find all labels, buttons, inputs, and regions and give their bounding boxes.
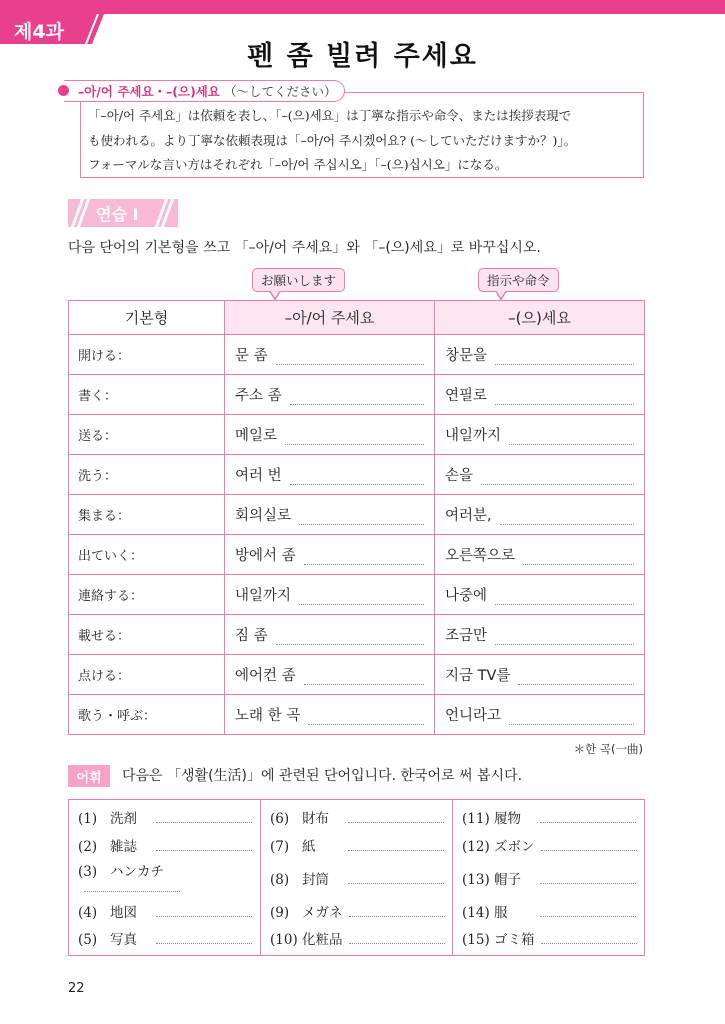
answer-line[interactable]	[308, 715, 424, 725]
vocab-item[interactable]	[453, 830, 645, 860]
answer-line[interactable]	[290, 475, 424, 485]
prompt-text: 손을	[445, 468, 474, 484]
base-form-cell[interactable]	[69, 695, 225, 735]
request-answer-cell[interactable]	[225, 695, 435, 735]
vocab-number: (14)	[462, 904, 490, 921]
prompt-text: 나중에	[445, 588, 488, 604]
answer-line[interactable]	[518, 675, 634, 685]
table-row	[69, 695, 645, 735]
answer-line[interactable]	[349, 916, 445, 917]
footnote: ＊한 곡(一曲)	[573, 742, 643, 756]
answer-line[interactable]	[84, 891, 180, 892]
prompt-text: 내일까지	[235, 588, 292, 604]
table-row	[69, 575, 645, 615]
vocab-word: メガネ	[302, 904, 343, 921]
grammar-heading-jp: （～してください）	[223, 84, 337, 99]
vocab-number: (15)	[462, 932, 490, 949]
header-base: 기본형	[69, 301, 225, 335]
cue-word: 載せる：	[78, 629, 131, 644]
answer-line[interactable]	[349, 943, 445, 944]
vocab-word: 帽子	[494, 871, 521, 888]
prompt-text: 에어컨 좀	[235, 668, 296, 684]
vocab-number: (11)	[462, 810, 490, 827]
vocab-item[interactable]	[261, 860, 453, 896]
vocab-number: (2)	[78, 838, 98, 855]
base-form-cell[interactable]	[69, 495, 225, 535]
bubble-command	[478, 268, 559, 292]
bubble-request-text: お願いします	[261, 273, 337, 288]
vocab-number: (12)	[462, 838, 490, 855]
table-row	[69, 495, 645, 535]
answer-line[interactable]	[304, 555, 424, 565]
prompt-text: 언니라고	[445, 708, 502, 724]
page-number: 22	[68, 981, 85, 996]
answer-line[interactable]	[299, 595, 424, 605]
vocab-word: 履物	[494, 810, 521, 827]
answer-line[interactable]	[156, 822, 252, 823]
request-answer-cell[interactable]	[225, 375, 435, 415]
vocab-row	[69, 830, 645, 860]
answer-line[interactable]	[348, 883, 444, 884]
answer-line[interactable]	[495, 635, 634, 645]
practice-instruction: 다음 단어의 기본형을 쓰고 「–아/어 주세요」와 「–(으)세요」로 바꾸십시오.	[68, 240, 541, 256]
answer-line[interactable]	[156, 916, 252, 917]
answer-line[interactable]	[495, 395, 634, 405]
prompt-text: 방에서 좀	[235, 548, 296, 564]
prompt-text: 회의실로	[235, 508, 292, 524]
grammar-heading	[64, 80, 345, 102]
base-form-cell[interactable]	[69, 335, 225, 375]
header-command: –(으)세요	[435, 301, 645, 335]
command-answer-cell[interactable]	[435, 695, 645, 735]
vocab-item[interactable]	[453, 800, 645, 830]
vocab-number: (8)	[270, 871, 290, 888]
lesson-label: 제4과	[14, 21, 64, 43]
vocab-word: 封筒	[302, 871, 329, 888]
table-row	[69, 375, 645, 415]
grammar-line: 「–아/어 주세요」は依頼を表し、「–(으)세요」は丁寧な指示や命令、または挨拶表現で	[88, 108, 572, 123]
vocab-row	[69, 800, 645, 830]
vocab-word: ズボン	[494, 838, 535, 855]
vocab-item[interactable]	[69, 896, 261, 926]
prompt-text: 여러분,	[445, 508, 492, 524]
prompt-text: 짐 좀	[235, 628, 268, 644]
vocab-item[interactable]	[261, 926, 453, 956]
table-header-row	[69, 301, 645, 335]
table-row	[69, 655, 645, 695]
request-answer-cell[interactable]	[225, 535, 435, 575]
prompt-text: 내일까지	[445, 428, 502, 444]
command-answer-cell[interactable]	[435, 655, 645, 695]
base-form-cell[interactable]	[69, 655, 225, 695]
prompt-text: 연필로	[445, 388, 488, 404]
vocab-number: (1)	[78, 810, 98, 827]
vocab-item[interactable]	[453, 896, 645, 926]
vocab-row	[69, 860, 645, 896]
command-answer-cell[interactable]	[435, 415, 645, 455]
answer-line[interactable]	[541, 850, 637, 851]
cue-word: 洗う：	[78, 469, 118, 484]
header-bar	[0, 0, 725, 14]
grammar-explanation	[88, 104, 638, 178]
prompt-text: 조금만	[445, 628, 488, 644]
vocab-word: ゴミ箱	[494, 932, 535, 949]
prompt-text: 여러 번	[235, 468, 282, 484]
vocab-word: 服	[494, 904, 508, 921]
answer-line[interactable]	[541, 943, 637, 944]
table-row	[69, 335, 645, 375]
answer-line[interactable]	[276, 355, 424, 365]
request-answer-cell[interactable]	[225, 615, 435, 655]
bubble-tail-inner	[496, 290, 506, 298]
grammar-line: フォーマルな言い方はそれぞれ「–아/어 주십시오」「–(으)십시오」になる。	[88, 157, 508, 172]
header-request: –아/어 주세요	[225, 301, 435, 335]
command-answer-cell[interactable]	[435, 375, 645, 415]
answer-line[interactable]	[500, 515, 634, 525]
request-answer-cell[interactable]	[225, 655, 435, 695]
vocab-item[interactable]	[261, 800, 453, 830]
base-form-cell[interactable]	[69, 575, 225, 615]
vocab-word: 財布	[302, 810, 329, 827]
vocab-item[interactable]	[69, 830, 261, 860]
prompt-text: 메일로	[235, 428, 278, 444]
cue-word: 連絡する：	[78, 589, 144, 604]
command-answer-cell[interactable]	[435, 615, 645, 655]
vocab-number: (5)	[78, 932, 98, 949]
prompt-text: 노래 한 곡	[235, 708, 301, 724]
vocab-item[interactable]	[453, 926, 645, 956]
bullet-icon	[58, 85, 69, 96]
answer-line[interactable]	[481, 475, 634, 485]
cue-word: 送る：	[78, 429, 118, 444]
vocab-word: ハンカチ	[110, 863, 164, 880]
prompt-text: 창문을	[445, 348, 488, 364]
prompt-text: 주소 좀	[235, 388, 282, 404]
table-row	[69, 615, 645, 655]
vocab-item[interactable]	[453, 860, 645, 896]
base-form-cell[interactable]	[69, 415, 225, 455]
vocab-word: 紙	[302, 838, 316, 855]
answer-line[interactable]	[509, 435, 634, 445]
vocab-word: 化粧品	[302, 932, 343, 949]
vocab-number: (3)	[78, 863, 98, 880]
answer-line[interactable]	[495, 595, 634, 605]
answer-line[interactable]	[156, 943, 252, 944]
base-form-cell[interactable]	[69, 375, 225, 415]
answer-line[interactable]	[540, 822, 636, 823]
practice-tag	[68, 199, 178, 227]
vocab-row	[69, 926, 645, 956]
cue-word: 歌う・呼ぶ：	[78, 709, 157, 724]
answer-line[interactable]	[509, 715, 634, 725]
vocab-row	[69, 896, 645, 926]
command-answer-cell[interactable]	[435, 335, 645, 375]
request-answer-cell[interactable]	[225, 495, 435, 535]
vocab-word: 地図	[110, 904, 137, 921]
answer-line[interactable]	[540, 916, 636, 917]
bubble-tail-inner	[270, 290, 280, 298]
cue-word: 出ていく：	[78, 549, 144, 564]
answer-line[interactable]	[285, 435, 424, 445]
vocab-number: (6)	[270, 810, 290, 827]
answer-line[interactable]	[540, 883, 636, 884]
grammar-line: も使われる。より丁寧な依頼表現は「–아/어 주시겠어요? (～していただけますか？)」。	[88, 132, 577, 148]
command-answer-cell[interactable]	[435, 495, 645, 535]
vocab-word: 写真	[110, 932, 137, 949]
answer-line[interactable]	[299, 515, 424, 525]
vocab-tag: 어휘	[68, 765, 110, 787]
answer-line[interactable]	[304, 675, 424, 685]
vocab-number: (9)	[270, 904, 290, 921]
vocab-item[interactable]	[261, 896, 453, 926]
cue-word: 開ける：	[78, 349, 131, 364]
command-answer-cell[interactable]	[435, 535, 645, 575]
answer-line[interactable]	[495, 355, 634, 365]
cue-word: 点ける：	[78, 669, 131, 684]
vocab-word: 洗剤	[110, 810, 137, 827]
page-title: 펜 좀 빌려 주세요	[247, 41, 478, 72]
practice-table	[68, 300, 645, 735]
answer-line[interactable]	[348, 822, 444, 823]
vocab-instruction: 다음은 「생활(生活)」에 관련된 단어입니다. 한국어로 써 봅시다.	[122, 768, 523, 784]
answer-line[interactable]	[156, 850, 252, 851]
vocab-word: 雑誌	[110, 838, 137, 855]
answer-line[interactable]	[276, 635, 424, 645]
vocab-item[interactable]	[261, 830, 453, 860]
prompt-text: 오른쪽으로	[445, 548, 516, 564]
vocab-number: (10)	[270, 932, 298, 949]
vocab-item[interactable]	[69, 926, 261, 956]
table-row	[69, 455, 645, 495]
base-form-cell[interactable]	[69, 535, 225, 575]
table-row	[69, 415, 645, 455]
table-row	[69, 535, 645, 575]
answer-line[interactable]	[523, 555, 634, 565]
practice-label: 연습 I	[96, 205, 139, 224]
cue-word: 書く：	[78, 389, 118, 404]
vocab-item[interactable]	[69, 800, 261, 830]
bubble-command-text: 指示や命令	[487, 273, 550, 288]
answer-line[interactable]	[290, 395, 424, 405]
bubble-request	[252, 268, 345, 292]
vocab-number: (13)	[462, 871, 490, 888]
base-form-cell[interactable]	[69, 455, 225, 495]
vocab-table	[68, 799, 645, 956]
request-answer-cell[interactable]	[225, 575, 435, 615]
command-answer-cell[interactable]	[435, 575, 645, 615]
vocab-number: (4)	[78, 904, 98, 921]
request-answer-cell[interactable]	[225, 415, 435, 455]
request-answer-cell[interactable]	[225, 455, 435, 495]
prompt-text: 지금 TV를	[445, 668, 511, 684]
base-form-cell[interactable]	[69, 615, 225, 655]
vocab-item[interactable]	[69, 860, 261, 896]
cue-word: 集まる：	[78, 509, 131, 524]
prompt-text: 문 좀	[235, 348, 268, 364]
request-answer-cell[interactable]	[225, 335, 435, 375]
command-answer-cell[interactable]	[435, 455, 645, 495]
answer-line[interactable]	[348, 850, 444, 851]
vocab-number: (7)	[270, 838, 290, 855]
grammar-heading-text: –아/어 주세요・–(으)세요	[78, 84, 220, 99]
